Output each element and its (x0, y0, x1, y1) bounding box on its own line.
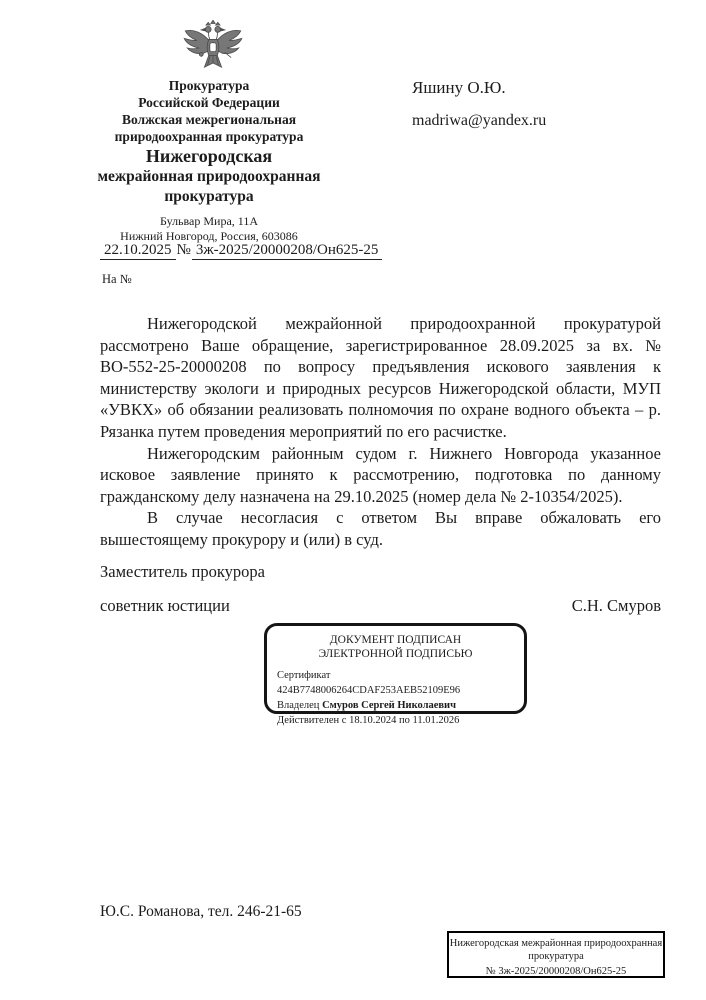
esign-title-line: ДОКУМЕНТ ПОДПИСАН (329, 634, 462, 646)
letter-body (100, 313, 661, 551)
registration-stamp-box (447, 931, 665, 978)
letterhead-org-name-emphasis: Нижегородская (145, 146, 273, 166)
reply-reference-label: На № (102, 272, 132, 286)
outgoing-reference-line (100, 242, 382, 259)
esign-validity-line (277, 713, 514, 728)
esign-owner-line (277, 698, 514, 713)
validity-to-date: 11.01.2026 (412, 715, 460, 726)
outgoing-date: 22.10.2025 (100, 242, 176, 260)
outgoing-number: 3ж-2025/20000208/Он625-25 (192, 242, 383, 260)
letterhead-org-line: Волжская межрегиональная (121, 112, 297, 127)
signer-position-line: Заместитель прокурора (100, 562, 265, 581)
number-sign: № (176, 242, 191, 258)
signer-name: С.Н. Смуров (571, 596, 661, 615)
letterhead-org-line: природоохранная прокуратура (114, 129, 304, 144)
signer-position-line: советник юстиции (100, 596, 230, 615)
recipient-block (412, 78, 546, 131)
certificate-label: Сертификат (277, 670, 331, 681)
validity-to-label: по (398, 715, 410, 726)
validity-from-date: 18.10.2024 (349, 715, 397, 726)
registration-org-line: прокуратура (528, 951, 584, 962)
certificate-value: 424B7748006264CDAF253AEB52109E96 (277, 685, 461, 696)
owner-label: Владелец (277, 700, 320, 711)
esign-title-line: ЭЛЕКТРОННОЙ ПОДПИСЬЮ (318, 647, 473, 660)
letterhead-org-line: Российской Федерации (138, 95, 280, 110)
body-paragraph: Нижегородским районным судом г. Нижнего Новгорода указанное исковое заявление принято к рассмотрению, подготовка по данному гражданскому делу назначена на 29.10.2025 (номер дела № 2-10354/2025). (100, 443, 661, 506)
letterhead-address-line: Нижний Новгород, Россия, 603086 (120, 228, 298, 243)
letterhead (72, 77, 346, 243)
executor-contact: Ю.С. Романова, тел. 246-21-65 (100, 903, 302, 920)
letterhead-org-name-line: прокуратура (164, 187, 254, 205)
registration-number: № 3ж-2025/20000208/Он625-25 (485, 966, 627, 977)
letterhead-address-line: Бульвар Мира, 11А (160, 214, 258, 228)
recipient-name: Яшину О.Ю. (412, 78, 506, 97)
signature-block (100, 562, 661, 616)
russian-coat-of-arms-icon (181, 20, 245, 76)
registration-org-line: Нижегородская межрайонная природоохранная (449, 938, 663, 949)
owner-name: Смуров Сергей Николаевич (322, 700, 457, 711)
esign-certificate-line (277, 668, 514, 698)
body-paragraph: Нижегородской межрайонной природоохранной прокуратурой рассмотрено Ваше обращение, зарегистрированное 28.09.2025 за вх. № ВО-552-25-20000208 по вопросу предъявления искового заявления к министерству экологи и природных ресурсов Нижегородской области, МУП «УВКХ» об обязании реализовать полномочия по охране водного объекта – р. Рязанка путем проведения мероприятий по его расчистке. (100, 314, 661, 441)
body-paragraph: В случае несогласия с ответом Вы вправе обжаловать его вышестоящему прокурору и (или) в суд. (100, 508, 661, 549)
validity-label: Действителен с (277, 715, 347, 726)
letterhead-org-line: Прокуратура (168, 78, 250, 93)
electronic-signature-stamp (264, 623, 527, 726)
letterhead-org-name-line: межрайонная природоохранная (97, 168, 321, 185)
recipient-email: madriwa@yandex.ru (412, 112, 547, 129)
